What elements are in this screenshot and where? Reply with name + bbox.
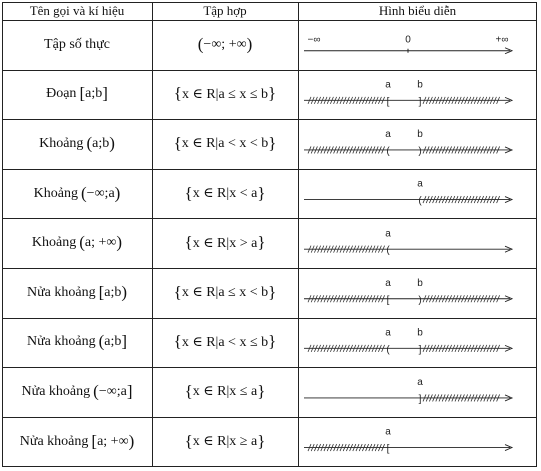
row-set (152, 70, 298, 120)
interval-open-bracket: ( (86, 133, 93, 153)
set-open-brace: ( (197, 34, 204, 54)
row-name (2, 119, 152, 169)
interval-open-bracket: [ (91, 431, 98, 451)
interval-close-bracket: ) (114, 183, 121, 203)
interval-close-bracket: ) (121, 282, 128, 302)
set-close-brace: ) (246, 34, 253, 54)
header-name: Tên gọi và kí hiệu (29, 3, 125, 18)
row-set (152, 218, 298, 268)
interval-notation: a;b (104, 334, 122, 350)
set-close-brace: } (257, 381, 266, 401)
endpoint-b-label: b (417, 327, 423, 339)
row-name-label: Nửa khoảng (21, 383, 91, 399)
set-builder: −∞; +∞ (203, 36, 247, 52)
set-close-brace: } (257, 183, 266, 203)
set-builder: x ∈ R|a ≤ x ≤ b (181, 86, 269, 102)
set-open-brace: { (173, 133, 182, 153)
interval-notation: −∞;a (98, 383, 127, 399)
interval-open-bracket: ( (79, 232, 85, 252)
set-open-brace: { (173, 83, 182, 103)
set-close-brace: } (257, 232, 266, 252)
row-name-label: Khoảng (39, 135, 84, 151)
pos-infinity-label: +∞ (495, 34, 509, 46)
row-name (2, 417, 152, 467)
set-close-brace: } (257, 431, 266, 451)
interval-open-bracket: ( (93, 381, 99, 401)
row-name (2, 70, 152, 120)
set-builder: x ∈ R|a < x < b (181, 136, 269, 152)
endpoint-a-label: a (385, 79, 391, 91)
row-set (152, 119, 298, 169)
neg-infinity-label: −∞ (307, 34, 321, 46)
set-open-brace: { (184, 232, 193, 252)
interval-open-bracket: ( (98, 331, 105, 351)
endpoint-bracket: ( (386, 145, 390, 157)
set-builder: x ∈ R|x > a (192, 235, 258, 251)
interval-notation: a;b (104, 284, 122, 300)
row-name-label: Nửa khoảng (26, 284, 96, 300)
interval-close-bracket: ) (128, 431, 135, 451)
row-name (2, 20, 152, 70)
endpoint-bracket: ) (418, 145, 422, 157)
row-set (152, 268, 298, 318)
endpoint-bracket: ( (386, 344, 390, 356)
interval-notation: a; +∞ (84, 235, 117, 251)
set-builder: x ∈ R|x ≥ a (192, 434, 258, 450)
row-name (2, 367, 152, 417)
row-name-label: Khoảng (31, 235, 77, 251)
endpoint-bracket: ( (386, 245, 390, 257)
endpoint-a-label: a (417, 377, 423, 389)
row-name-label: Tập số thực (44, 36, 110, 52)
interval-open-bracket: [ (79, 83, 86, 103)
set-open-brace: { (184, 381, 193, 401)
set-close-brace: } (268, 83, 277, 103)
interval-notation: a;b (92, 135, 110, 151)
set-close-brace: } (268, 331, 277, 351)
row-name-label: Nửa khoảng (26, 334, 96, 350)
interval-notation: −∞;a (86, 185, 115, 201)
set-open-brace: { (184, 183, 193, 203)
set-close-brace: } (268, 133, 277, 153)
row-set (152, 318, 298, 368)
set-open-brace: { (173, 282, 182, 302)
interval-notation: a; +∞ (97, 433, 129, 449)
endpoint-bracket: ] (418, 344, 422, 356)
set-open-brace: { (173, 331, 182, 351)
endpoint-a-label: a (385, 327, 391, 339)
endpoint-bracket: ( (418, 195, 422, 207)
row-name (2, 169, 152, 219)
row-set (152, 417, 298, 467)
endpoint-b-label: b (417, 277, 423, 289)
interval-close-bracket: ] (121, 331, 128, 351)
set-close-brace: } (268, 282, 277, 302)
endpoint-b-label: b (417, 129, 423, 141)
intervals-table (2, 2, 537, 467)
set-builder: x ∈ R|x < a (192, 186, 258, 202)
endpoint-bracket: [ (386, 96, 390, 108)
endpoint-a-label: a (385, 426, 391, 438)
endpoint-bracket: ] (418, 393, 422, 405)
row-name (2, 218, 152, 268)
endpoint-a-label: a (385, 277, 391, 289)
set-builder: x ∈ R|a < x ≤ b (181, 334, 269, 350)
row-set (152, 169, 298, 219)
interval-close-bracket: ] (102, 83, 108, 103)
row-name (2, 318, 152, 368)
header-set: Tập hợp (203, 3, 247, 18)
set-open-brace: { (184, 431, 193, 451)
interval-notation: a;b (85, 86, 103, 102)
endpoint-bracket: [ (386, 294, 390, 306)
interval-open-bracket: ( (81, 183, 87, 203)
row-name-label: Khoảng (33, 185, 78, 201)
row-set (152, 20, 298, 70)
zero-label: 0 (405, 34, 411, 46)
interval-close-bracket: ) (116, 232, 123, 252)
endpoint-bracket: [ (386, 443, 390, 455)
row-set (152, 367, 298, 417)
endpoint-bracket: ) (418, 294, 422, 306)
interval-close-bracket: ] (126, 381, 133, 401)
endpoint-a-label: a (385, 129, 391, 141)
header-figure: Hình biểu diễn (378, 3, 457, 18)
row-name-label: Nửa khoảng (19, 433, 89, 449)
endpoint-a-label: a (385, 228, 391, 240)
row-name (2, 268, 152, 318)
row-name-label: Đoạn (46, 86, 77, 102)
set-builder: x ∈ R|a ≤ x < b (181, 285, 269, 301)
endpoint-bracket: ] (418, 96, 422, 108)
endpoint-a-label: a (417, 178, 423, 190)
interval-open-bracket: [ (98, 282, 105, 302)
set-builder: x ∈ R|x ≤ a (192, 384, 258, 400)
endpoint-b-label: b (417, 79, 423, 91)
interval-close-bracket: ) (109, 133, 115, 153)
